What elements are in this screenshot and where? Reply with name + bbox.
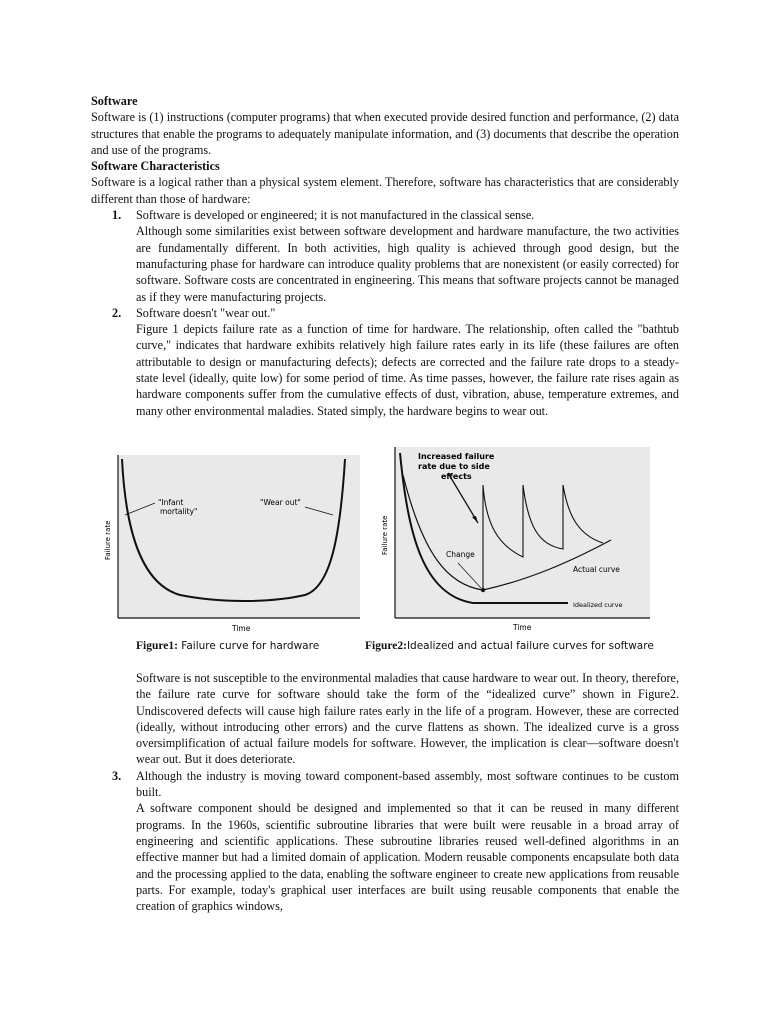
list-item-title: Although the industry is moving toward component-based assembly, most software continues to be custom built.	[136, 768, 679, 800]
figure2-change-point	[481, 588, 485, 592]
list-item-body: Although some similarities exist between software development and hardware manufacture, the two activities are fundamentally different. In both activities, high quality is achieved through good design, but the manufacturing phase for hardware can introduce quality problems that are nonexistent (or easily corrected) for software. Software costs are concentrated in engineering. This means that software projects cannot be managed as if they were manufacturing projects.	[136, 224, 679, 304]
figure2-label-side-3: effects	[441, 472, 472, 481]
software-definition: Software is (1) instructions (computer programs) that when executed provide desired function and performance, (2) data structures that enable the programs to adequately manipulate information, and (3) documents that describe the operation and use of the programs.	[91, 110, 679, 157]
figure2-caption	[365, 640, 654, 652]
document-body-continued	[91, 670, 679, 914]
figure1-label-wearout: "Wear out"	[260, 498, 301, 507]
characteristics-intro: Software is a logical rather than a physical system element. Therefore, software has characteristics that are considerably different than those of hardware:	[91, 175, 679, 206]
after-figures-paragraph: Software is not susceptible to the environmental maladies that cause hardware to wear out. In theory, therefore, the failure rate curve for software should take the form of the “idealized curve” shown in Figure2. Undiscovered defects will cause high failure rates early in the life of a program. However, these are corrected (ideally, without introducing other errors) and the curve flattens as shown. The idealized curve is a gross oversimplification of actual failure models for software. However, the implication is clear—software doesn't wear out. But it does deteriorate.	[136, 671, 679, 767]
figure2-x-label: Time	[513, 623, 532, 632]
list-item-title: Software is developed or engineered; it is not manufactured in the classical sense.	[136, 208, 535, 223]
figure1-caption-label: Figure1:	[136, 640, 178, 652]
list-item-1	[91, 207, 679, 305]
figure2-label-actual: Actual curve	[573, 565, 620, 574]
figure2-label-idealized: Idealized curve	[573, 601, 623, 609]
figure2-label-change: Change	[446, 550, 475, 559]
list-item-2	[91, 305, 679, 419]
figure2-y-label: Failure rate	[381, 515, 389, 555]
figure1-caption	[136, 640, 319, 652]
list-number: 1.	[112, 208, 122, 223]
figure2-label-side-2: rate due to side	[418, 462, 490, 471]
figure1-x-label: Time	[232, 624, 251, 633]
figures-row	[100, 445, 660, 655]
list-item-body: A software component should be designed and implemented so that it can be reused in many different programs. In the 1960s, scientific subroutine libraries that were built were reusable in a broad array of engineering and scientific applications. These subroutine libraries reused well-defined algorithms in an effective manner but had a limited domain of application. Modern reusable components encapsulate both data and the processing applied to the data, enabling the software engineer to create new applications from reusable parts. For example, today's graphical user interfaces are built using reusable components that enable the creation of graphics windows,	[136, 801, 679, 914]
list-item-body: Figure 1 depicts failure rate as a function of time for hardware. The relationship, often called the "bathtub curve," indicates that hardware exhibits relatively high failure rates early in its life (these failures are often attributable to design or manufacturing defects); defects are corrected and the failure rate drops to a steady-state level (ideally, quite low) for some period of time. As time passes, however, the failure rate rises again as hardware components suffer from the cumulative effects of dust, vibration, abuse, temperature extremes, and many other environmental maladies. Stated simply, the hardware begins to wear out.	[136, 322, 679, 418]
figure1-bathtub-chart	[100, 445, 365, 635]
figure1-y-label: Failure rate	[104, 520, 112, 560]
figure2-label-side-1: Increased failure	[418, 452, 495, 461]
figure1-label-infant-2: mortality"	[160, 507, 198, 516]
list-number: 2.	[112, 305, 122, 320]
document-body	[91, 93, 679, 419]
section-heading-characteristics: Software Characteristics	[91, 159, 220, 174]
after-figures-block	[91, 670, 679, 768]
figure2-software-chart	[378, 445, 660, 635]
list-item-title: Software doesn't "wear out."	[136, 305, 276, 320]
figure1-label-infant-1: "Infant	[158, 498, 184, 507]
list-item-3	[91, 768, 679, 915]
figure1-plot-area	[118, 455, 360, 618]
section-heading-software: Software	[91, 94, 138, 108]
figure1-caption-text: Failure curve for hardware	[177, 640, 320, 652]
list-number: 3.	[112, 768, 122, 783]
figure2-caption-text: Idealized and actual failure curves for software	[406, 640, 654, 652]
figure2-caption-label: Figure2:	[365, 640, 407, 652]
